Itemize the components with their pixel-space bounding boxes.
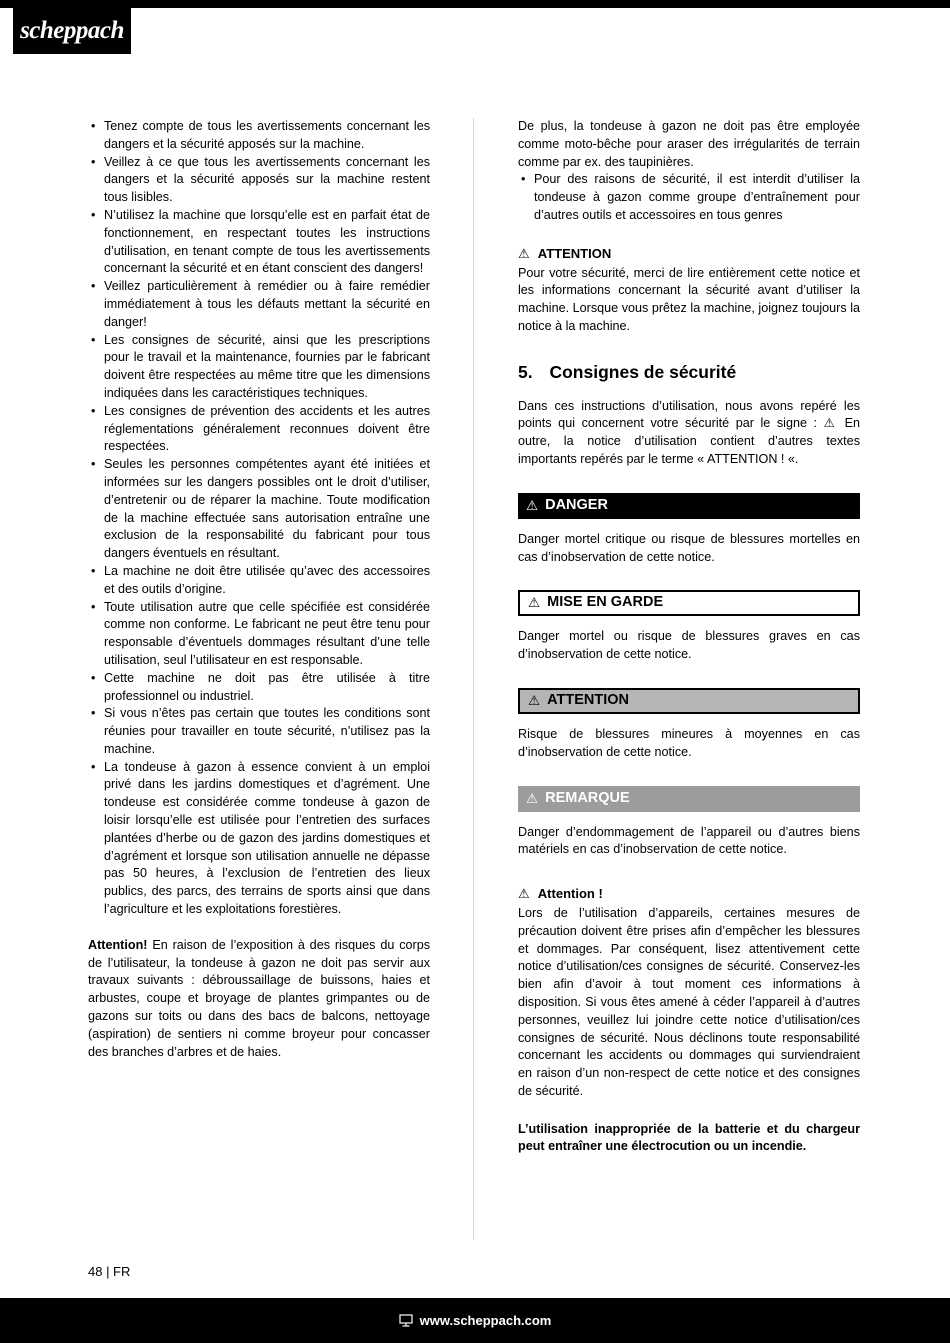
footer-bar (0, 1298, 950, 1343)
attention-note-text: Pour votre sécurité, merci de lire entièrement cette notice et les informations concernant la sécurité avant d’utiliser la machine. Lorsque vous prêtez la machine, joignez toujours la notice à la machine. (518, 265, 860, 333)
warning-triangle-icon: ⚠ (526, 497, 539, 513)
warning-triangle-icon: ⚠ (528, 693, 541, 709)
attention-box-text: Risque de blessures mineures à moyennes en cas d’inobservation de cette notice. (518, 726, 860, 759)
section-heading (518, 361, 860, 382)
list-item: • Seules les personnes compétentes ayant été initiées et informées sur les dangers possibles ont le droit d’utiliser, d’entretenir ou de réparer la machine. Toute modification de la machine effectuée sans autorisation entraîne une exclusion de la responsabilité du fabricant pour tous dangers éventuels en résultant. (88, 456, 430, 563)
list-item: • Veillez à ce que tous les avertissements concernant les dangers et la sécurité apposés sur la machine restent tous lisibles. (88, 154, 430, 207)
section-title: Consignes de sécurité (549, 361, 737, 382)
column-divider (473, 118, 474, 1240)
list-item: • N’utilisez la machine que lorsqu’elle est en parfait état de fonctionnement, en respectant toutes les instructions d’utilisation, en tenant compte de tous les avertissements concernant la sécurité et en étant conscient des dangers! (88, 207, 430, 278)
danger-box-text: Danger mortel critique ou risque de blessures mortelles en cas d’inobservation de cette notice. (518, 531, 860, 564)
warning-triangle-icon: ⚠ (526, 790, 539, 806)
danger-box-label: DANGER (545, 496, 608, 513)
attention-paragraph (88, 937, 430, 1062)
brand-logo-text: scheppach (20, 17, 124, 44)
list-item: • Cette machine ne doit pas être utilisée à titre professionnel ou industriel. (88, 670, 430, 706)
intro-paragraph: De plus, la tondeuse à gazon ne doit pas être employée comme moto-bêche pour araser des irrégularités de terrain comme par ex. des taupinières. (518, 119, 860, 169)
list-item: • Les consignes de sécurité, ainsi que les prescriptions pour le travail et la maintenance, fournies par le fabricant doivent être respectées au même titre que les dimensions indiquées dans les caractéristiques techniques. (88, 332, 430, 403)
monitor-icon (399, 1314, 413, 1327)
warning-triangle-icon: ⚠ (528, 595, 541, 611)
page-number: 48 | FR (88, 1264, 131, 1279)
list-item: • La machine ne doit être utilisée qu’avec des accessoires et des outils d’origine. (88, 563, 430, 599)
attention-note-heading (518, 245, 860, 263)
mise-en-garde-box-text: Danger mortel ou risque de blessures graves en cas d’inobservation de cette notice. (518, 629, 860, 662)
safety-bullet-list (88, 118, 430, 919)
section-number: 5. (518, 361, 533, 382)
attention-note-title: ATTENTION (537, 245, 612, 261)
remarque-box-text: Danger d’endommagement de l’appareil ou d’autres biens matériels en cas d’inobservation de cette notice. (518, 824, 860, 857)
list-item: • Pour des raisons de sécurité, il est interdit d’utiliser la tondeuse à gazon comme groupe d’entraînement pour d’autres outils et accessoires en tous genres (518, 171, 860, 224)
attention-subheading-text: Lors de l’utilisation d’appareils, certaines mesures de précaution doivent être prises afin d’empêcher les blessures et dommages. Par conséquent, lisez attentivement cette notice d’utilisation/ces consignes de sécurité. Conservez-les bien afin d’avoir à tout moment ces informations à disposition. Si vous êtes amené à céder l’appareil à d’autres personnes, veuillez lui joindre cette notice d’utilisation/ces consignes de sécurité. Nous déclinons toute responsabilité concernant les accidents ou dommages qui surviendraient en raison d’un non-respect de cette notice et des consignes de sécurité. (518, 905, 860, 1098)
list-item: • La tondeuse à gazon à essence convient à un emploi privé dans les jardins domestiques et d’agrément. Une tondeuse est considérée comme tondeuse à gazon de loisir lorsqu’elle est utilisée pour l’entretien des surfaces plantées d’herbe ou de gazon des jardins domestiques et d’agrément et lorsque son utilisation annuelle ne dépasse pas 50 heures, à l’exclusion de l’entretien des lieux publics, des parcs, des terrains de sports ainsi que dans l’agriculture et les exploitations forestières. (88, 759, 430, 919)
right-column (518, 118, 860, 1156)
top-bar (0, 0, 950, 8)
remarque-box-label: REMARQUE (545, 789, 630, 806)
list-item: • Si vous n’êtes pas certain que toutes les conditions sont réunies pour travailler en toute sécurité, n’utilisez pas la machine. (88, 705, 430, 758)
attention-box (518, 688, 860, 714)
danger-box (518, 493, 860, 519)
left-column (88, 118, 430, 1061)
attention-paragraph-lead: Attention! (88, 937, 148, 952)
warning-triangle-icon: ⚠ (518, 886, 530, 902)
warning-triangle-icon: ⚠ (518, 245, 530, 261)
mise-en-garde-box (518, 590, 860, 616)
list-item: • Veillez particulièrement à remédier ou à faire remédier immédiatement à tous les défauts mettant la sécurité en danger! (88, 278, 430, 331)
list-item: • Tenez compte de tous les avertissements concernant les dangers et la sécurité apposés sur la machine. (88, 118, 430, 154)
list-item: • Les consignes de prévention des accidents et les autres réglementations généralement reconnues doivent être respectées. (88, 403, 430, 456)
brand-logo (13, 8, 131, 54)
attention-box-label: ATTENTION (547, 692, 629, 709)
bold-closing-paragraph: L’utilisation inappropriée de la batterie et du chargeur peut entraîner une électrocution ou un incendie. (518, 1121, 860, 1154)
attention-paragraph-text: En raison de l’exposition à des risques du corps de l’utilisateur, la tondeuse à gazon ne doit pas servir aux travaux suivants : débroussaillage de buissons, haies et arbustes, coupe et broyage de plantes grimpantes ou de gazons sur toits ou dans des bacs de balcons, nettoyage (aspiration) de sentiers ni comme broyeur pour concasser des branches d’arbres et de haies. (88, 937, 430, 1059)
section-intro: Dans ces instructions d’utilisation, nous avons repéré les points qui concernent votre sécurité par le signe : ⚠ En outre, la notice d’utilisation contient d’autres textes importants repérés par le terme « ATTENTION ! «. (518, 398, 860, 466)
attention-subheading-title: Attention ! (537, 886, 603, 902)
list-item: • Toute utilisation autre que celle spécifiée est considérée comme non conforme. Le fabricant ne peut être tenu pour responsable d’éventuels dommages résultant d’une telle utilisation, seul l’utilisateur en est responsable. (88, 599, 430, 670)
right-bullet-list (518, 171, 860, 224)
attention-subheading (518, 885, 860, 903)
remarque-box (518, 786, 860, 812)
mise-en-garde-box-label: MISE EN GARDE (547, 594, 664, 611)
footer-url: www.scheppach.com (419, 1313, 552, 1328)
